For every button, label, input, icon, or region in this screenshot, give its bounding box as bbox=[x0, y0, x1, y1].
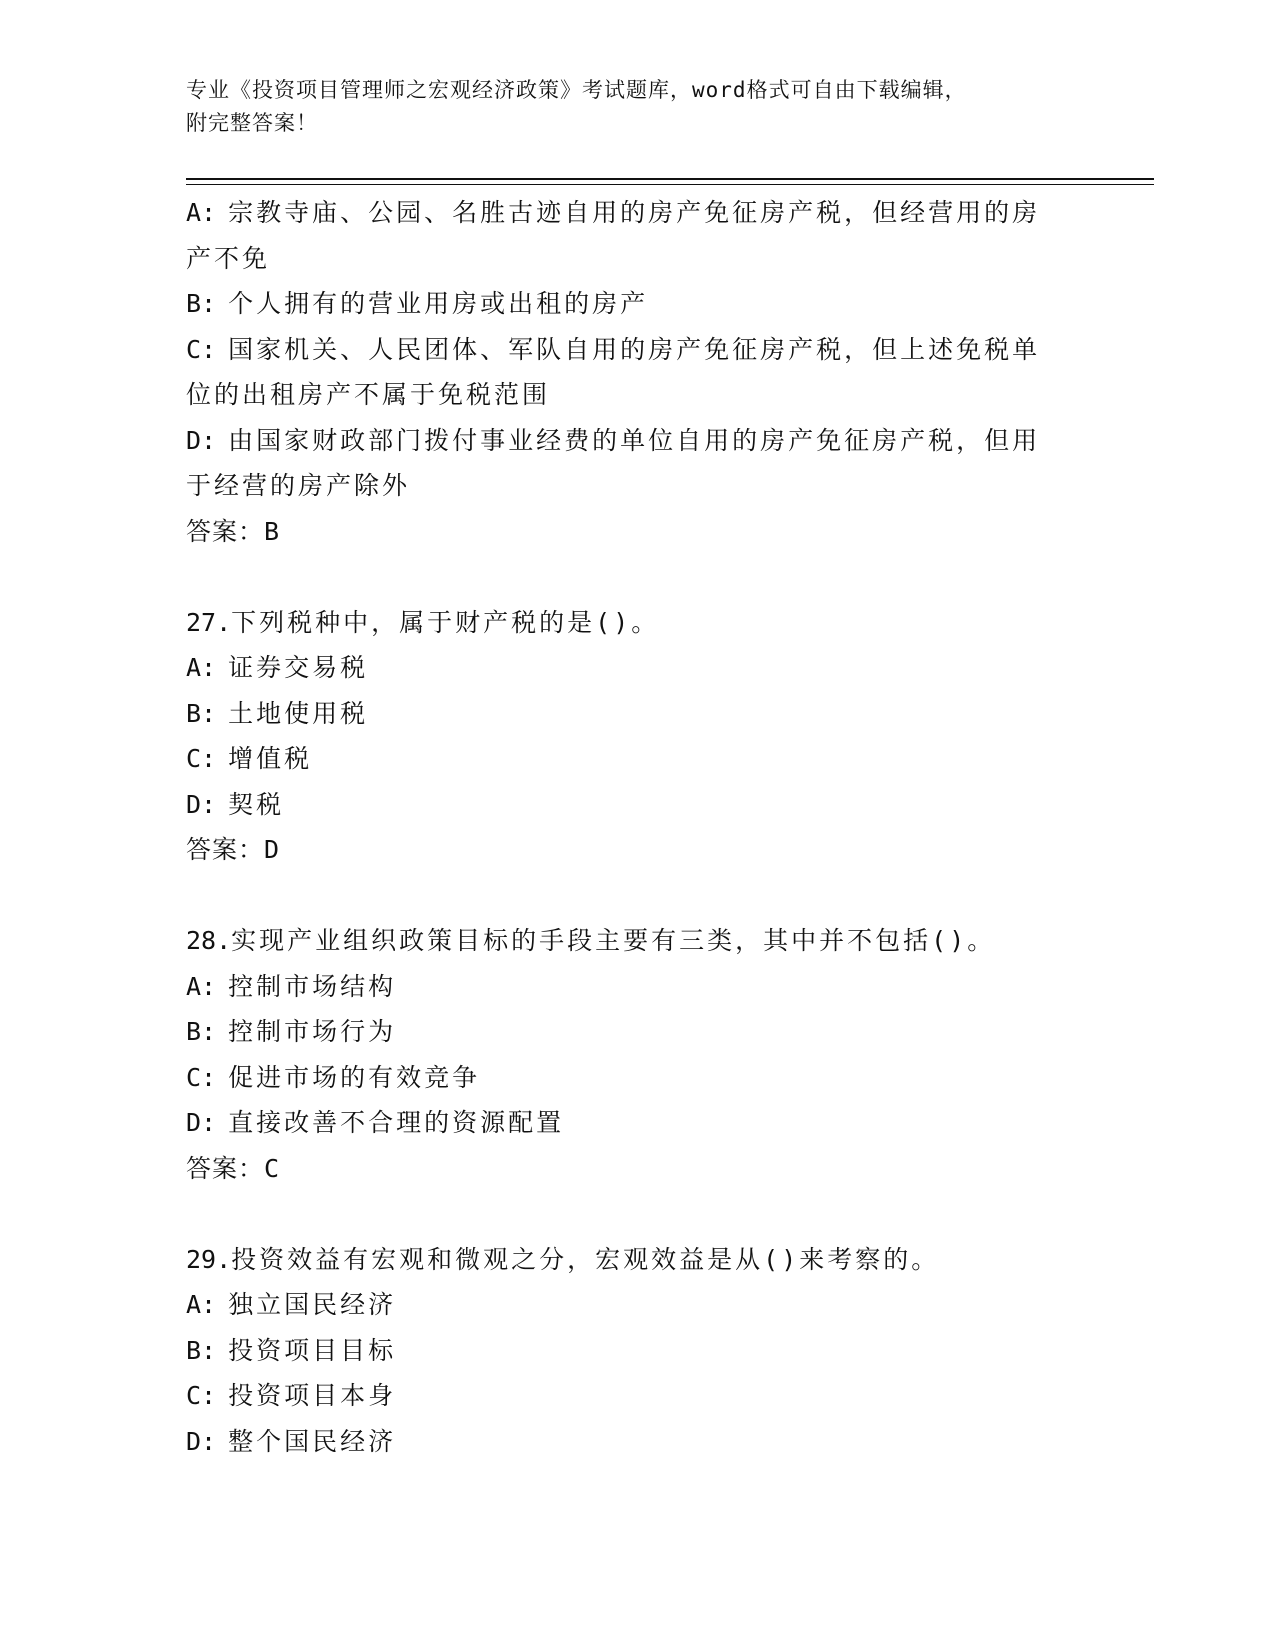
option-letter: C: bbox=[186, 744, 217, 773]
header-line-2: 附完整答案！ bbox=[186, 111, 318, 135]
question-text: 投资效益有宏观和微观之分，宏观效益是从()来考察的。 bbox=[231, 1244, 940, 1274]
option-d bbox=[186, 418, 1086, 464]
option-b bbox=[186, 691, 1086, 737]
question-text: 下列税种中，属于财产税的是()。 bbox=[231, 607, 660, 637]
option-letter: C: bbox=[186, 1062, 217, 1092]
option-d bbox=[186, 1419, 1086, 1465]
option-a-continued: 产不免 bbox=[186, 243, 271, 273]
option-text: 契税 bbox=[228, 789, 285, 819]
question-stem bbox=[186, 600, 1086, 646]
header-divider-thin bbox=[186, 184, 1154, 185]
answer-label: 答案： bbox=[186, 516, 265, 546]
option-b bbox=[186, 1328, 1086, 1374]
question-27 bbox=[186, 600, 1086, 873]
answer-value: B bbox=[264, 516, 281, 546]
answer-value: D bbox=[264, 835, 281, 864]
option-c bbox=[186, 1055, 1086, 1101]
option-letter: A: bbox=[186, 653, 217, 682]
answer bbox=[186, 509, 1086, 555]
option-b bbox=[186, 1009, 1086, 1055]
answer bbox=[186, 1146, 1086, 1192]
answer bbox=[186, 827, 1086, 873]
option-text: 整个国民经济 bbox=[228, 1426, 397, 1456]
answer-value: C bbox=[264, 1153, 281, 1183]
option-d bbox=[186, 1100, 1086, 1146]
option-text: 控制市场行为 bbox=[228, 1017, 397, 1046]
question-stem bbox=[186, 1237, 1086, 1283]
option-letter: B: bbox=[186, 698, 217, 728]
header-line-1: 专业《投资项目管理师之宏观经济政策》考试题库，word格式可自由下载编辑， bbox=[186, 78, 967, 102]
option-text: 证券交易税 bbox=[228, 653, 369, 682]
option-letter: D: bbox=[186, 425, 217, 455]
option-d-continued: 于经营的房产除外 bbox=[186, 471, 411, 500]
option-c bbox=[186, 327, 1086, 373]
option-text: 独立国民经济 bbox=[228, 1290, 397, 1319]
question-content bbox=[186, 190, 1086, 1464]
document-header bbox=[186, 74, 1066, 140]
option-text: 投资项目目标 bbox=[228, 1335, 397, 1365]
option-c bbox=[186, 736, 1086, 782]
question-26 bbox=[186, 190, 1086, 554]
option-text: 土地使用税 bbox=[228, 698, 369, 728]
question-number: 28. bbox=[186, 926, 232, 955]
question-28 bbox=[186, 918, 1086, 1191]
option-text: 增值税 bbox=[228, 744, 313, 773]
option-text: 由国家财政部门拨付事业经费的单位自用的房产免征房产税，但用 bbox=[228, 425, 1041, 455]
answer-label: 答案： bbox=[186, 835, 265, 864]
option-text: 投资项目本身 bbox=[228, 1381, 397, 1410]
option-d bbox=[186, 782, 1086, 828]
option-c bbox=[186, 1373, 1086, 1419]
question-text: 实现产业组织政策目标的手段主要有三类，其中并不包括()。 bbox=[231, 926, 996, 955]
option-text: 促进市场的有效竞争 bbox=[228, 1062, 481, 1092]
option-letter: D: bbox=[186, 1426, 217, 1456]
option-letter: D: bbox=[186, 1108, 217, 1137]
header-divider-thick bbox=[186, 178, 1154, 180]
option-letter: A: bbox=[186, 198, 217, 227]
option-a bbox=[186, 190, 1086, 236]
option-letter: C: bbox=[186, 1381, 217, 1410]
answer-label: 答案： bbox=[186, 1153, 265, 1183]
option-a bbox=[186, 964, 1086, 1010]
question-number: 29. bbox=[186, 1244, 232, 1274]
option-letter: B: bbox=[186, 289, 217, 318]
option-text: 控制市场结构 bbox=[228, 971, 397, 1001]
option-a bbox=[186, 1282, 1086, 1328]
option-letter: B: bbox=[186, 1017, 217, 1046]
option-letter: A: bbox=[186, 1290, 217, 1319]
option-text: 国家机关、人民团体、军队自用的房产免征房产税，但上述免税单 bbox=[228, 334, 1041, 364]
option-c-continued: 位的出租房产不属于免税范围 bbox=[186, 380, 551, 409]
option-letter: B: bbox=[186, 1335, 217, 1365]
question-number: 27. bbox=[186, 607, 232, 637]
option-letter: D: bbox=[186, 789, 217, 819]
question-stem bbox=[186, 918, 1086, 964]
question-29 bbox=[186, 1237, 1086, 1465]
option-a bbox=[186, 645, 1086, 691]
option-text: 个人拥有的营业用房或出租的房产 bbox=[228, 289, 649, 318]
option-b bbox=[186, 281, 1086, 327]
option-letter: A: bbox=[186, 971, 217, 1001]
option-text: 直接改善不合理的资源配置 bbox=[228, 1108, 565, 1137]
option-text: 宗教寺庙、公园、名胜古迹自用的房产免征房产税，但经营用的房 bbox=[228, 198, 1041, 227]
option-letter: C: bbox=[186, 334, 217, 364]
